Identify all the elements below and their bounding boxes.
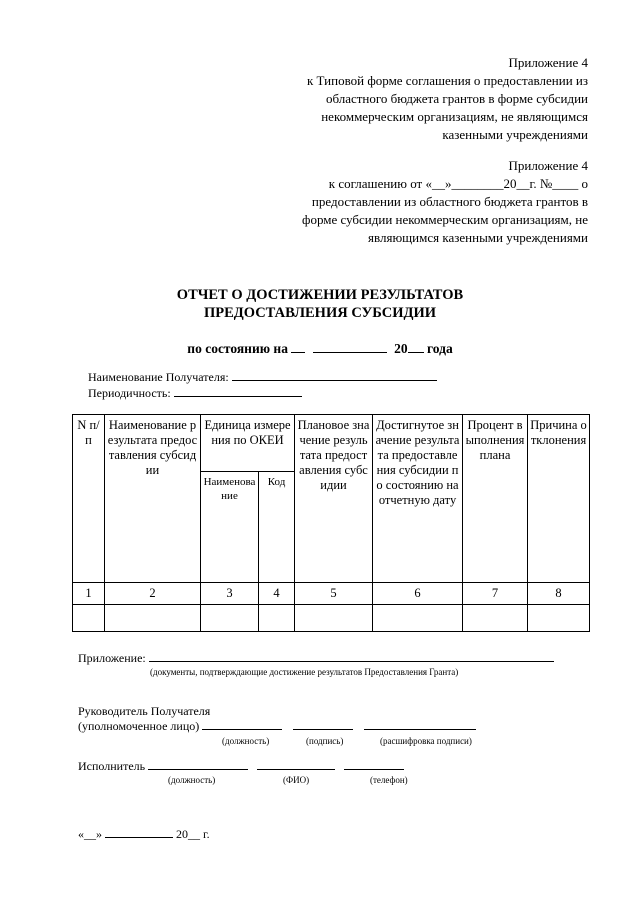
- executor-hint-fio: (ФИО): [283, 775, 310, 785]
- head-label-line1: Руководитель Получателя: [78, 704, 211, 718]
- recipient-blank[interactable]: [232, 380, 437, 381]
- header-unit-code: Код: [259, 472, 295, 583]
- executor-field: [78, 759, 404, 774]
- appendix-header-form: [307, 54, 588, 144]
- head-hint-position: (должность): [222, 736, 270, 746]
- appendix-agreement-line: Приложение 4: [508, 158, 588, 173]
- appendix-agreement-line: являющимся казенными учреждениями: [368, 230, 588, 245]
- appendix-form-line: некоммерческим организациям, не являющимся: [321, 109, 588, 124]
- header-reason: Причина отклонения: [528, 415, 590, 583]
- header-num: N п/п: [73, 415, 105, 583]
- data-cell[interactable]: [73, 605, 105, 632]
- column-numbers-row: [73, 583, 590, 605]
- appendix-form-line: Приложение 4: [508, 55, 588, 70]
- column-number: 2: [105, 583, 201, 605]
- executor-label: Исполнитель: [78, 759, 146, 773]
- head-hint-signature: (подпись): [306, 736, 344, 746]
- date-suffix: года: [426, 341, 453, 356]
- appendix-form-line: к Типовой форме соглашения о предоставлении из: [306, 73, 588, 88]
- column-number: 8: [528, 583, 590, 605]
- column-number: 4: [259, 583, 295, 605]
- date-day-blank[interactable]: [291, 352, 305, 353]
- data-row-empty: [73, 605, 590, 632]
- report-table: [72, 414, 590, 632]
- data-cell[interactable]: [295, 605, 373, 632]
- report-date-line: [0, 341, 640, 357]
- header-percent: Процент выполнения плана: [463, 415, 528, 583]
- recipient-label: Наименование Получателя:: [88, 370, 229, 384]
- bottom-date: [78, 827, 210, 842]
- column-number: 1: [73, 583, 105, 605]
- periodicity-label: Периодичность:: [88, 386, 171, 400]
- report-title-line2: ПРЕДОСТАВЛЕНИЯ СУБСИДИИ: [203, 305, 437, 321]
- bottom-date-quote: «__»: [78, 827, 102, 841]
- date-year-prefix: 20: [394, 341, 408, 356]
- periodicity-blank[interactable]: [174, 396, 302, 397]
- executor-hint-phone: (телефон): [370, 775, 408, 785]
- appendix-header-agreement: [302, 157, 588, 247]
- head-position-blank[interactable]: [202, 729, 282, 730]
- executor-position-blank[interactable]: [148, 769, 248, 770]
- column-number: 5: [295, 583, 373, 605]
- head-label-line2: (уполномоченное лицо): [78, 719, 200, 733]
- data-cell[interactable]: [463, 605, 528, 632]
- appendix-form-line: казенными учреждениями: [442, 127, 588, 142]
- column-number: 3: [201, 583, 259, 605]
- appendix-agreement-line: к соглашению от «__»________20__г. №____ о: [328, 176, 588, 191]
- attachment-blank[interactable]: [149, 661, 554, 662]
- header-result-name: Наименование результата предоставления субсидии: [105, 415, 201, 583]
- column-number: 6: [373, 583, 463, 605]
- header-unit-name: Наименование: [201, 472, 259, 583]
- executor-fio-blank[interactable]: [257, 769, 335, 770]
- header-unit: Единица измерения по ОКЕИ: [201, 415, 295, 472]
- data-cell[interactable]: [259, 605, 295, 632]
- executor-hint-position: (должность): [168, 775, 216, 785]
- header-planned: Плановое значение результата предоставления субсидии: [295, 415, 373, 583]
- column-number: 7: [463, 583, 528, 605]
- appendix-agreement-line: предоставлении из областного бюджета грантов в: [311, 194, 588, 209]
- data-cell[interactable]: [373, 605, 463, 632]
- bottom-date-month-blank[interactable]: [105, 837, 173, 838]
- report-title: [0, 286, 640, 322]
- executor-phone-blank[interactable]: [344, 769, 404, 770]
- data-cell[interactable]: [105, 605, 201, 632]
- bottom-date-year: 20__ г.: [176, 827, 210, 841]
- head-signature-blank[interactable]: [293, 729, 353, 730]
- appendix-agreement-line: форме субсидии некоммерческим организациям, не: [302, 212, 588, 227]
- date-prefix: по состоянию на: [187, 341, 288, 356]
- head-decode-blank[interactable]: [364, 729, 476, 730]
- report-title-line1: ОТЧЕТ О ДОСТИЖЕНИИ РЕЗУЛЬТАТОВ: [176, 287, 464, 303]
- attachment-field: [78, 651, 554, 666]
- appendix-form-line: областного бюджета грантов в форме субсидии: [325, 91, 588, 106]
- head-hint-decode: (расшифровка подписи): [380, 736, 472, 746]
- data-cell[interactable]: [201, 605, 259, 632]
- periodicity-field: [88, 386, 302, 401]
- date-month-blank[interactable]: [313, 352, 387, 353]
- recipient-field: [88, 370, 437, 385]
- attachment-label: Приложение:: [78, 651, 146, 665]
- data-cell[interactable]: [528, 605, 590, 632]
- head-field: [78, 719, 476, 734]
- header-achieved: Достигнутое значение результата предоставления субсидии по состоянию на отчетную дату: [373, 415, 463, 583]
- date-year-blank[interactable]: [408, 352, 424, 353]
- attachment-note: (документы, подтверждающие достижение результатов Предоставления Гранта): [150, 667, 459, 677]
